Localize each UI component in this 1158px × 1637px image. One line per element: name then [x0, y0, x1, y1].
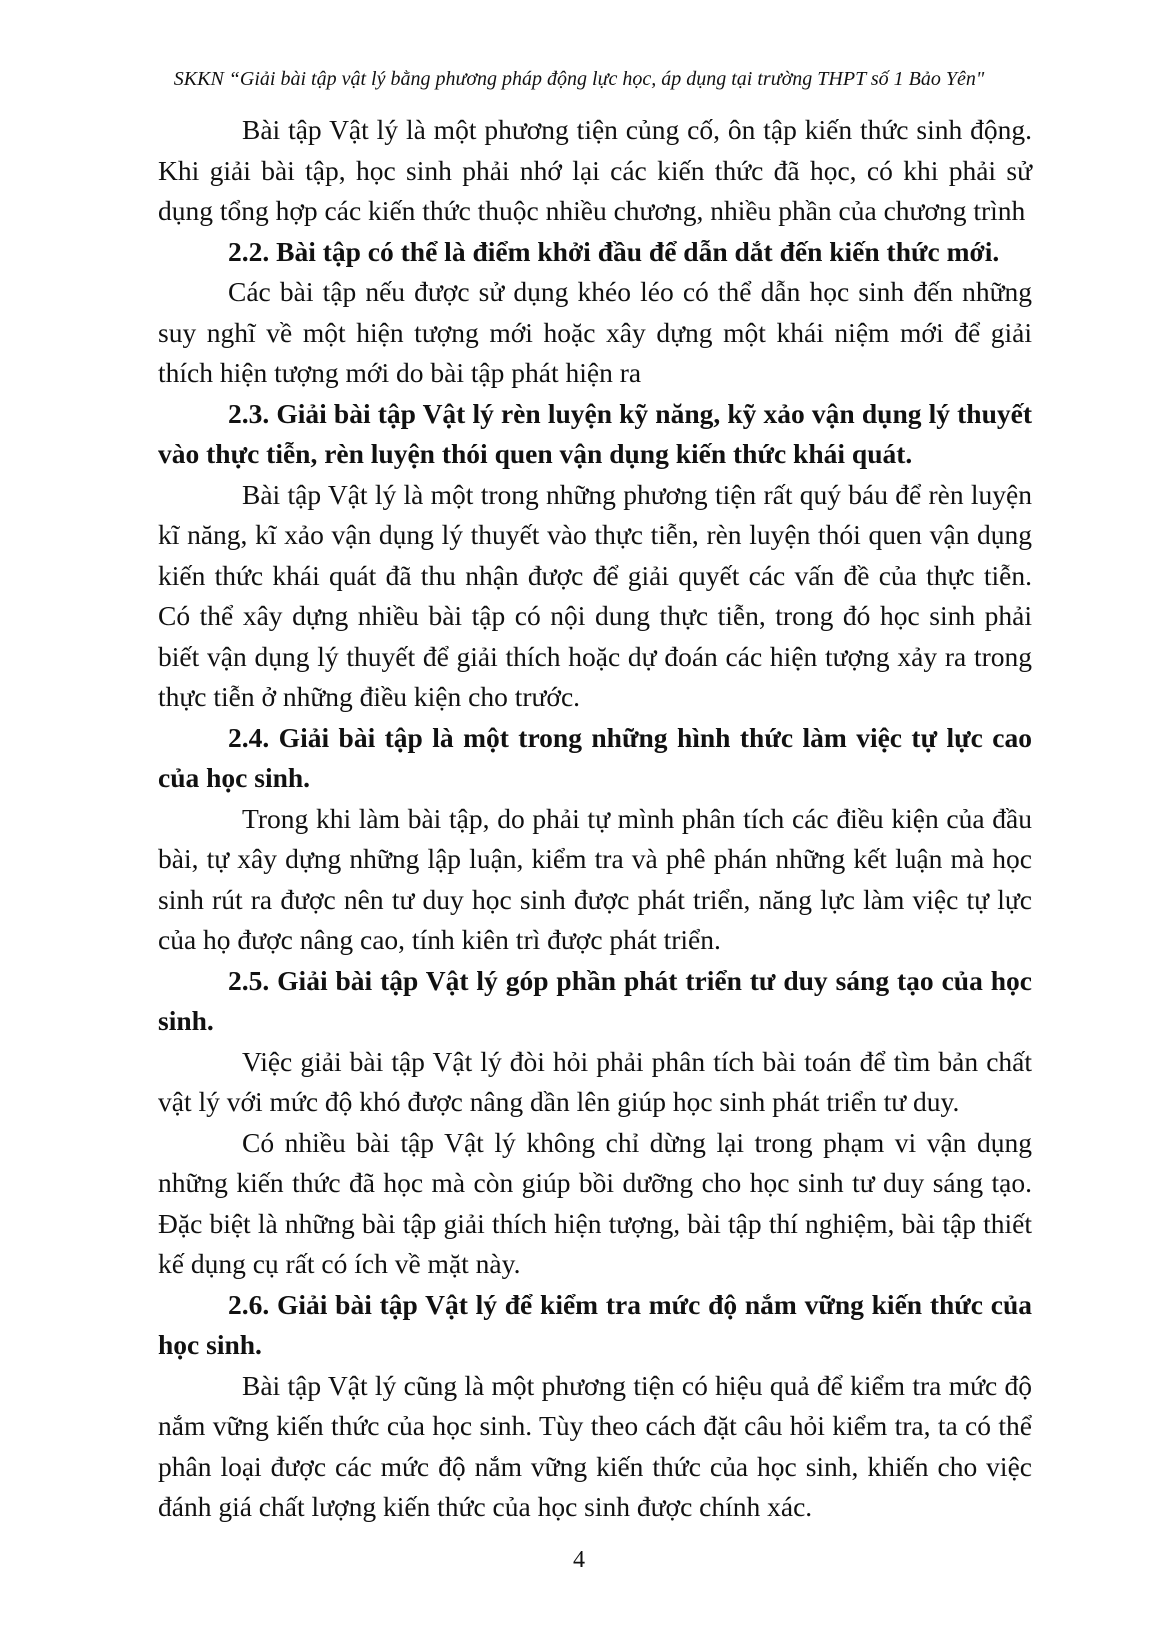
paragraph-2-3: Bài tập Vật lý là một trong những phương tiện rất quý báu để rèn luyện kĩ năng, kĩ xảo vận dụng lý thuyết vào thực tiễn, rèn luyện thói quen vận dụng kiến thức khái quát đã thu nhận được để giải quyết các vấn đề của thực tiễn. Có thể xây dựng nhiều bài tập có nội dung thực tiễn, trong đó học sinh phải biết vận dụng lý thuyết để giải thích hoặc dự đoán các hiện tượng xảy ra trong thực tiễn ở những điều kiện cho trước.	[158, 478, 1032, 712]
running-header: SKKN “Giải bài tập vật lý bằng phương pháp động lực học, áp dụng tại trường THPT số 1 Bảo Yên"	[173, 68, 985, 90]
heading-2-3: 2.3. Giải bài tập Vật lý rèn luyện kỹ năng, kỹ xảo vận dụng lý thuyết vào thực tiễn, rèn luyện thói quen vận dụng kiến thức khái quát.	[158, 397, 1032, 469]
heading-2-2: 2.2. Bài tập có thể là điểm khởi đầu để dẫn dắt đến kiến thức mới.	[228, 235, 1000, 267]
paragraph-2-5-b: Có nhiều bài tập Vật lý không chỉ dừng lại trong phạm vi vận dụng những kiến thức đã học mà còn giúp bồi dưỡng cho học sinh tư duy sáng tạo. Đặc biệt là những bài tập giải thích hiện tượng, bài tập thí nghiệm, bài tập thiết kế dụng cụ rất có ích về mặt này.	[158, 1126, 1032, 1279]
page-body	[158, 110, 1032, 1528]
paragraph-2-5-a: Việc giải bài tập Vật lý đòi hỏi phải phân tích bài toán để tìm bản chất vật lý với mức độ khó được nâng dần lên giúp học sinh phát triển tư duy.	[158, 1045, 1032, 1117]
paragraph-2-6: Bài tập Vật lý cũng là một phương tiện có hiệu quả để kiểm tra mức độ nắm vững kiến thức của học sinh. Tùy theo cách đặt câu hỏi kiểm tra, ta có thể phân loại được các mức độ nắm vững kiến thức của học sinh, khiến cho việc đánh giá chất lượng kiến thức của học sinh được chính xác.	[158, 1369, 1032, 1522]
heading-2-4: 2.4. Giải bài tập là một trong những hình thức làm việc tự lực cao của học sinh.	[158, 721, 1032, 793]
page-number: 4	[573, 1547, 585, 1573]
heading-2-5: 2.5. Giải bài tập Vật lý góp phần phát triển tư duy sáng tạo của học sinh.	[158, 964, 1032, 1036]
paragraph-2-2: Các bài tập nếu được sử dụng khéo léo có thể dẫn học sinh đến những suy nghĩ về một hiện tượng mới hoặc xây dựng một khái niệm mới để giải thích hiện tượng mới do bài tập phát hiện ra	[158, 276, 1032, 388]
paragraph-2-4: Trong khi làm bài tập, do phải tự mình phân tích các điều kiện của đầu bài, tự xây dựng những lập luận, kiểm tra và phê phán những kết luận mà học sinh rút ra được nên tư duy học sinh được phát triển, năng lực làm việc tự lực của họ được nâng cao, tính kiên trì được phát triển.	[158, 802, 1032, 955]
paragraph-intro: Bài tập Vật lý là một phương tiện củng cố, ôn tập kiến thức sinh động. Khi giải bài tập, học sinh phải nhớ lại các kiến thức đã học, có khi phải sử dụng tổng hợp các kiến thức thuộc nhiều chương, nhiều phần của chương trình	[158, 114, 1032, 226]
heading-2-6: 2.6. Giải bài tập Vật lý để kiểm tra mức độ nắm vững kiến thức của học sinh.	[158, 1288, 1032, 1360]
